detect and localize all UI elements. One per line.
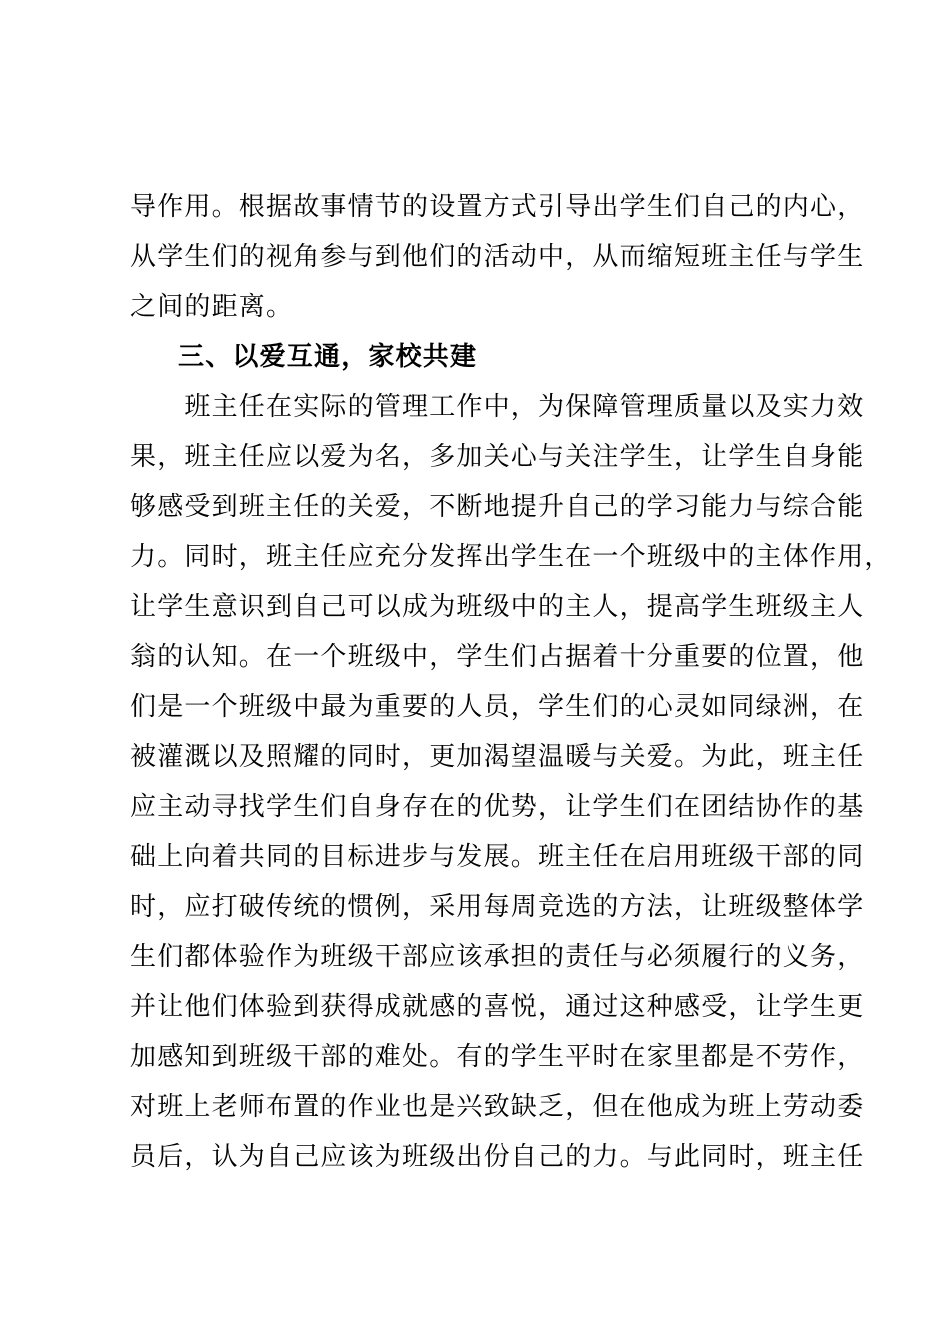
body-text-line: 之间的距离。 bbox=[130, 292, 294, 322]
body-text-line: 们是一个班级中最为重要的人员，学生们的心灵如同绿洲，在 bbox=[130, 692, 865, 722]
body-text-line: 力。同时，班主任应充分发挥出学生在一个班级中的主体作用， bbox=[130, 542, 892, 572]
body-text-line: 应主动寻找学生们自身存在的优势，让学生们在团结协作的基 bbox=[130, 792, 865, 822]
body-text-line: 果，班主任应以爱为名，多加关心与关注学生，让学生自身能 bbox=[130, 442, 865, 472]
body-text-line: 从学生们的视角参与到他们的活动中，从而缩短班主任与学生 bbox=[130, 242, 865, 272]
body-text-line: 班主任在实际的管理工作中，为保障管理质量以及实力效 bbox=[130, 392, 865, 422]
body-text-line: 被灌溉以及照耀的同时，更加渴望温暖与关爱。为此，班主任 bbox=[130, 742, 865, 772]
body-text-line: 础上向着共同的目标进步与发展。班主任在启用班级干部的同 bbox=[130, 842, 865, 872]
body-text-line: 够感受到班主任的关爱，不断地提升自己的学习能力与综合能 bbox=[130, 492, 865, 522]
body-text-line: 员后，认为自己应该为班级出份自己的力。与此同时，班主任 bbox=[130, 1142, 865, 1172]
section-heading: 三、以爱互通，家校共建 bbox=[178, 342, 478, 372]
body-text-line: 并让他们体验到获得成就感的喜悦，通过这种感受，让学生更 bbox=[130, 992, 865, 1022]
body-text-line: 生们都体验作为班级干部应该承担的责任与必须履行的义务， bbox=[130, 942, 865, 972]
body-text-line: 导作用。根据故事情节的设置方式引导出学生们自己的内心， bbox=[130, 192, 865, 222]
body-text-line: 翁的认知。在一个班级中，学生们占据着十分重要的位置，他 bbox=[130, 642, 865, 672]
body-text-line: 对班上老师布置的作业也是兴致缺乏，但在他成为班上劳动委 bbox=[130, 1092, 865, 1122]
body-text-line: 让学生意识到自己可以成为班级中的主人，提高学生班级主人 bbox=[130, 592, 865, 622]
body-text-line: 加感知到班级干部的难处。有的学生平时在家里都是不劳作， bbox=[130, 1042, 865, 1072]
body-text-line: 时，应打破传统的惯例，采用每周竞选的方法，让班级整体学 bbox=[130, 892, 865, 922]
